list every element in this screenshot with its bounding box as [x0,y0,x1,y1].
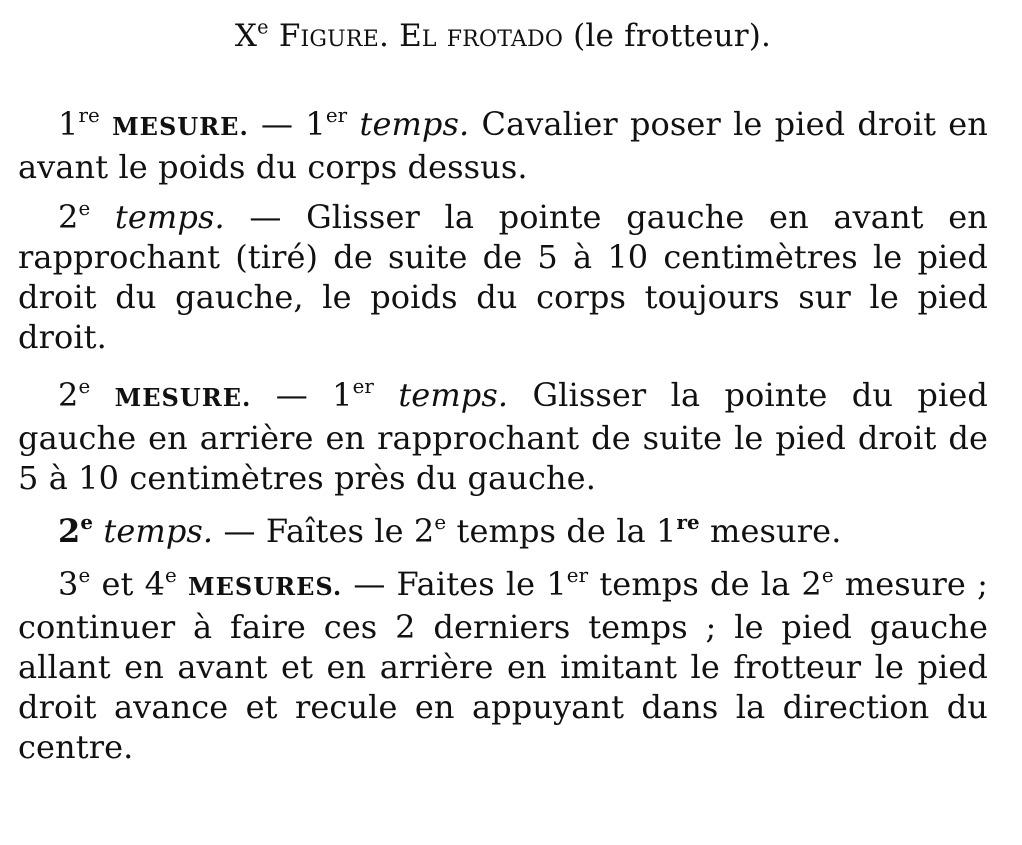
paragraph-text-b: temps de la 2 [599,565,822,603]
paragraph-text-b: temps de la 1 [456,512,677,550]
paragraph-text-a-sup: e [434,511,447,535]
paragraph-mesure-2 [18,375,988,498]
paragraph-text-b-sup: re [676,510,700,535]
temps-number-sup: e [80,510,94,535]
temps-number: 2 [58,512,81,550]
figure-number-sup: e [257,15,269,39]
temps-number-sup: er [352,375,375,399]
mesure-label: MESURE. [114,383,252,412]
temps-number-sup: er [325,104,348,128]
mesure-number-sup: e [78,375,91,399]
dance-gloss: (le frotteur). [573,18,772,54]
dash: — [261,105,294,143]
paragraph-text-a-sup: er [566,564,589,588]
paragraph-text: Glisser la pointe du pied gauche en arrière en rapprochant de suite le pied droit de 5 à 10 centimètres près du gauche. [18,376,988,497]
temps-number-sup: e [78,197,91,221]
temps-word: temps. [398,376,509,414]
document-page [18,0,988,767]
paragraph-temps-2-repeat [18,511,988,551]
paragraph-text-c: mesure ; continuer à faire ces 2 derniers temps ; le pied gauche allant en avant et en arrière en imitant le frotteur le pied droit avance et recule en appuyant dans la direction du centre. [18,565,988,766]
figure-number: X [234,18,258,54]
temps-word: temps. [114,198,225,236]
mesures-label: MESURES. [188,572,343,601]
paragraph-text-b-sup: e [821,564,834,588]
paragraph-temps-2 [18,197,988,357]
paragraph-text: Cavalier poser le pied droit en avant le poids du corps dessus. [18,105,988,186]
connector: et [101,565,134,603]
paragraph-mesure-1 [18,104,988,187]
mesure-number: 2 [58,376,79,414]
mesure-number-a: 3 [58,565,79,603]
paragraph-text-a: — Faîtes le 2 [223,512,435,550]
mesure-number: 1 [58,105,79,143]
temps-number: 1 [332,376,353,414]
figure-title [18,16,988,56]
temps-word: temps. [103,512,214,550]
mesure-number-a-sup: e [78,564,91,588]
figure-word: Figure. [278,18,390,54]
dance-name: El frotado [399,18,564,54]
temps-word: temps. [359,105,470,143]
paragraph-text-c: mesure. [710,512,842,550]
mesure-number-sup: re [78,104,100,128]
temps-number: 2 [58,198,79,236]
mesure-label: MESURE. [112,112,249,141]
paragraph-text-a: — Faites le 1 [353,565,567,603]
paragraph-mesures-3-4 [18,564,988,767]
mesure-number-b-sup: e [165,564,177,588]
dash: — [275,376,308,414]
paragraph-text: — Glisser la pointe gauche en avant en rapprochant (tiré) de suite de 5 à 10 centimètres le pied droit du gauche, le poids du corps toujours sur le pied droit. [18,198,988,356]
mesure-number-b: 4 [144,565,166,603]
temps-number: 1 [305,105,326,143]
